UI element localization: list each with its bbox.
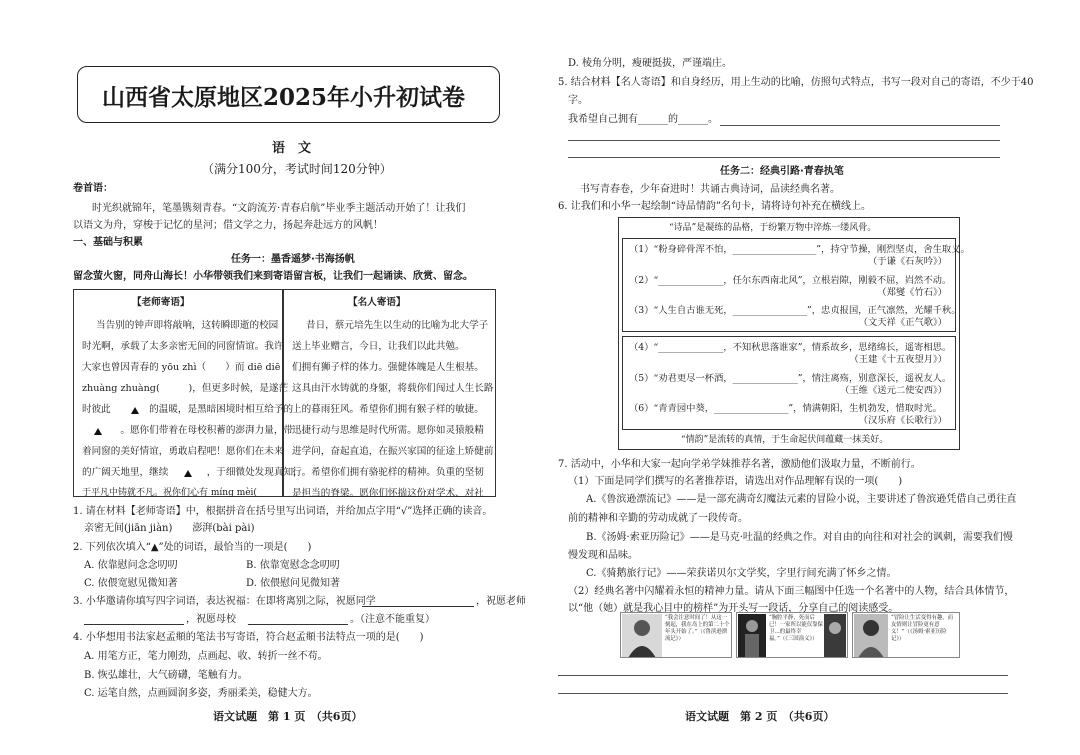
poem-group-2 xyxy=(622,336,956,430)
poem-source-5: （王维《送元二使安西》） xyxy=(840,385,947,396)
boy-figure-icon xyxy=(854,614,888,658)
teacher-line: 。愿你们带着在母校积蓄的澎湃力量，带 xyxy=(82,425,294,436)
q2-option-c[interactable]: C. 依偎宽慰见微知著 xyxy=(84,578,178,589)
teacher-line: 的广阔天地里，继续 ，于细微处发现真知， xyxy=(82,467,303,478)
question-2: 2. 下列依次填入“▲”处的词语，最恰当的一项是( ) xyxy=(73,542,312,553)
subject-title: 语 文 xyxy=(272,141,312,156)
q3-answer-line-3[interactable] xyxy=(248,624,348,625)
question-5-cont: 字。 xyxy=(568,95,588,106)
question-3: 3. 小华邀请你填写四字词语，表达祝福：在即将离别之际，祝愿同学 xyxy=(73,596,376,607)
poem-item-6[interactable]: （6）“青青园中葵，________________”，情满朝阳，生机勃发，惜取时光。 xyxy=(629,403,942,414)
card-bottom-text: “情韵”是流转的真情，于生命起伏间蕴藏一抹美好。 xyxy=(681,435,889,445)
poem-item-2[interactable]: （2）“______________，任尔东西南北风”，立根岩隙，刚毅不屈，岿然不动。 xyxy=(629,275,952,286)
celebrity-line: 行。希望你们拥有骆驼样的精神。负重的坚韧 xyxy=(292,467,484,478)
question-3-part-b: ，祝愿老师 xyxy=(476,596,526,607)
celebrity-line: 是担当的脊梁。愿你们怀揣这份对学术、对社 xyxy=(292,488,484,499)
question-4: 4. 小华想用书法家赵孟頫的笔法书写寄语，符合赵孟頫书法特点一项的是( ) xyxy=(73,632,424,643)
poem-item-5[interactable]: （5）“劝君更尽一杯酒，______________”，情注离殇，别意深长，遥祝友人。 xyxy=(629,373,952,384)
exam-info: （满分100分，考试时间120分钟） xyxy=(202,162,392,176)
section-heading: 一、基础与积累 xyxy=(73,237,143,248)
page-2 xyxy=(540,0,1080,755)
illustration-guan-yu[interactable] xyxy=(736,612,848,658)
preface-label: 卷首语： xyxy=(73,183,113,194)
question-7: 7. 活动中，小华和大家一起向学弟学妹推荐名著，激励他们汲取力量，不断前行。 xyxy=(558,459,921,470)
task-1-intro: 留念萤火窗，同舟山海长！小华带领我们来到寄语留言板，让我们一起诵读、欣赏、留念。 xyxy=(73,271,473,282)
caption-tom-sawyer: “冒险让生活变得有趣，而友情则让冒险更有意义！”（《汤姆·索亚历险记》） xyxy=(891,615,954,642)
q2-option-b[interactable]: B. 依靠宽慰念念叨叨 xyxy=(246,560,340,571)
caption-robinson: “我会注意时间了！从这一刻起，我在岛上的第二十个年头开始了。”（《鲁滨逊漂流记》） xyxy=(665,615,730,642)
blank-triangle-marker xyxy=(184,465,192,487)
card-top-text: “诗品”是凝练的品格，于纷繁万物中淬炼一缕风骨。 xyxy=(669,223,877,233)
q7-answer-line[interactable] xyxy=(558,675,1008,676)
robinson-figure-icon xyxy=(622,614,662,658)
celebrity-line: 迅捷行动与思维是时代所需。愿你如灵猿般精 xyxy=(292,425,484,436)
q5-answer-line[interactable] xyxy=(568,140,1000,141)
q7-option-b[interactable]: B.《汤姆·索亚历险记》——是马克·吐温的经典之作。对自由的向往和对社会的讽刺，需要我们慢 xyxy=(586,532,1013,543)
q3-answer-line-1[interactable] xyxy=(362,606,474,607)
poem-source-2: （郑燮《竹石》） xyxy=(877,287,947,298)
celebrity-line: 送上毕业赠言，今日，让我们以此共勉。 xyxy=(292,341,465,352)
q4-option-b[interactable]: B. 恢弘雄壮，大气磅礴，笔触有力。 xyxy=(84,670,248,681)
poem-card xyxy=(618,217,970,450)
question-7-2-cont: 以“他（她）就是我心目中的榜样”为开头写一段话，分享自己的阅读感受。 xyxy=(568,603,899,614)
teacher-line: 时彼此 的温暖，是黑暗困境时相互给予的 xyxy=(82,404,294,415)
question-3-part-c: ，祝愿母校 xyxy=(186,614,236,625)
celebrity-line: 这具由汗水铸就的身躯，将载你们闯过人生长路 xyxy=(292,383,494,394)
q4-option-c[interactable]: C. 运笔自然，点画圆润多姿，秀丽柔美，稳健大方。 xyxy=(84,688,318,699)
poem-source-3: （文天祥《正气歌》） xyxy=(858,317,947,328)
q7-answer-line[interactable] xyxy=(558,693,1008,694)
task-2-intro: 书写青春卷，少年奋进时！共诵古典诗词，品读经典名著。 xyxy=(580,184,840,195)
q7-option-a[interactable]: A.《鲁滨逊漂流记》——是一部充满奇幻魔法元素的冒险小说，主要讲述了鲁滨逊凭借自己勇往直 xyxy=(586,494,1017,505)
illustration-robinson[interactable] xyxy=(620,612,732,658)
teacher-line: zhuàng zhuàng( )，但更多时候，是遂茫 xyxy=(82,383,289,394)
q5-answer-line[interactable] xyxy=(568,157,1000,158)
poem-item-4[interactable]: （4）“______________，不知秋思落谁家”，情系故乡，思绪绵长，遥寄相思。 xyxy=(629,342,952,353)
celebrity-message-box xyxy=(283,289,496,497)
preface-line-1: 时光织就锦年，笔墨镌刻青春。“文韵流芳·青春启航”毕业季主题活动开始了！让我们 xyxy=(92,203,466,214)
teacher-line: 时光啊，承载了太多亲密无间的同窗情谊。我许 xyxy=(82,341,284,352)
teacher-line: 于平凡中铸就不凡。祝你们心有 míng mèi( xyxy=(82,488,275,498)
teacher-line: 着同窗的美好情谊，勇敢启程吧！愿你们在未来 xyxy=(82,446,284,457)
teacher-message-box xyxy=(73,289,303,498)
poem-item-3[interactable]: （3）“人生自古谁无死，________________”，忠贞报国，正气凛然，光耀千秋。 xyxy=(629,305,961,316)
teacher-box-heading: 【老师寄语】 xyxy=(132,297,190,308)
caption-three-kingdoms: “胸腔平静，死而后已！一家所以能仅靠保卫…的最终幸福。”（《三国演义》） xyxy=(769,615,823,642)
page-1-footer: 语文试题 第 1 页 （共6页） xyxy=(213,710,363,723)
q2-option-d[interactable]: D. 依偎慰问见微知著 xyxy=(246,578,341,589)
task-1-heading: 任务一：墨香遥梦·书海扬帆 xyxy=(231,254,355,265)
page-2-footer: 语文试题 第 2 页 （共6页） xyxy=(685,710,835,723)
warrior-figure-icon xyxy=(738,614,766,658)
teacher-line: 当告别的钟声即将敲响，这转瞬即逝的校园 xyxy=(96,320,279,331)
question-7-1: （1）下面是同学们撰写的名著推荐语，请选出对作品理解有误的一项( ) xyxy=(568,476,903,487)
poem-source-1: （于谦《石灰吟》） xyxy=(867,256,947,267)
celebrity-line: 昔日，蔡元培先生以生动的比喻为北大学子 xyxy=(306,320,489,331)
question-3-part-d: 。（注意不能重复） xyxy=(350,614,435,625)
celebrity-line: 们拥有狮子样的体力。强健体魄是人生根基。 xyxy=(292,362,484,373)
preface-line-2: 以语文为舟，穿梭于记忆的星河；借文学之力，扬起奔赴远方的风帆！ xyxy=(73,220,383,231)
q2-option-a[interactable]: A. 依靠慰问念念叨叨 xyxy=(84,560,178,571)
exam-title: 山西省太原地区2025年小升初试卷 xyxy=(102,84,466,111)
question-1-readings: 亲密无间(jiān jiàn) 澎湃(bài pài) xyxy=(84,523,255,534)
q7-option-b-cont: 慢发现和品味。 xyxy=(568,550,638,561)
illustration-tom-sawyer[interactable] xyxy=(852,612,960,658)
poem-source-4: （王建《十五夜望月》） xyxy=(849,354,947,365)
poem-item-1[interactable]: （1）“粉身碎骨浑不怕，__________________”，持守节操，刚烈坚贞，舍生取义。 xyxy=(629,244,970,255)
q5-answer-line[interactable] xyxy=(720,125,1000,126)
q3-answer-line-2[interactable] xyxy=(84,624,184,625)
blank-triangle-marker xyxy=(94,423,102,445)
exam-title-box xyxy=(77,66,500,123)
celebrity-box-heading: 【名人寄语】 xyxy=(348,297,406,308)
q4-option-d[interactable]: D. 棱角分明，瘦硬挺拔，严谨端庄。 xyxy=(568,58,733,69)
teacher-line: 大家也曾因青春的 yōu zhì（ ）而 diē diē xyxy=(82,362,281,373)
poem-source-6: （汉乐府《长歌行》） xyxy=(858,415,947,426)
question-6: 6. 让我们和小华一起绘制“诗品情韵”名句卡，请将诗句补充在横线上。 xyxy=(558,201,871,212)
blank-triangle-marker xyxy=(131,402,139,424)
q7-option-a-cont: 前的精神和辛勤的劳动成就了一段传奇。 xyxy=(568,513,748,524)
poem-group-1 xyxy=(622,238,970,332)
question-5-prompt: 我希望自己拥有______的______。 xyxy=(568,114,718,125)
task-2-heading: 任务二：经典引路·青春执笔 xyxy=(720,166,844,177)
figure-portrait-icon xyxy=(824,614,846,658)
question-7-2: （2）经典名著中闪耀着永恒的精神力量。请从下面三幅图中任选一个名著中的人物，结合具体情节， xyxy=(568,586,1015,597)
question-1: 1. 请在材料【老师寄语】中，根据拼音在括号里写出词语，并给加点字用“√”选择正确的读音。 xyxy=(73,506,493,517)
question-5: 5. 结合材料【名人寄语】和自身经历，用上生动的比喻，仿照句式特点，书写一段对自己的寄语，不少于40 xyxy=(558,77,1034,88)
q7-option-c[interactable]: C.《骑鹅旅行记》——荣获诺贝尔文学奖，字里行间充满了怀乡之情。 xyxy=(586,568,897,579)
celebrity-line: 进学问，奋起直追，在振兴家国的征途上矫健前 xyxy=(292,446,494,457)
q4-option-a[interactable]: A. 用笔方正，笔力刚劲，点画起、收、转折一丝不苟。 xyxy=(84,651,328,662)
celebrity-line: 上的暮雨狂风。希望你们拥有猴子样的敏捷。 xyxy=(292,404,484,415)
